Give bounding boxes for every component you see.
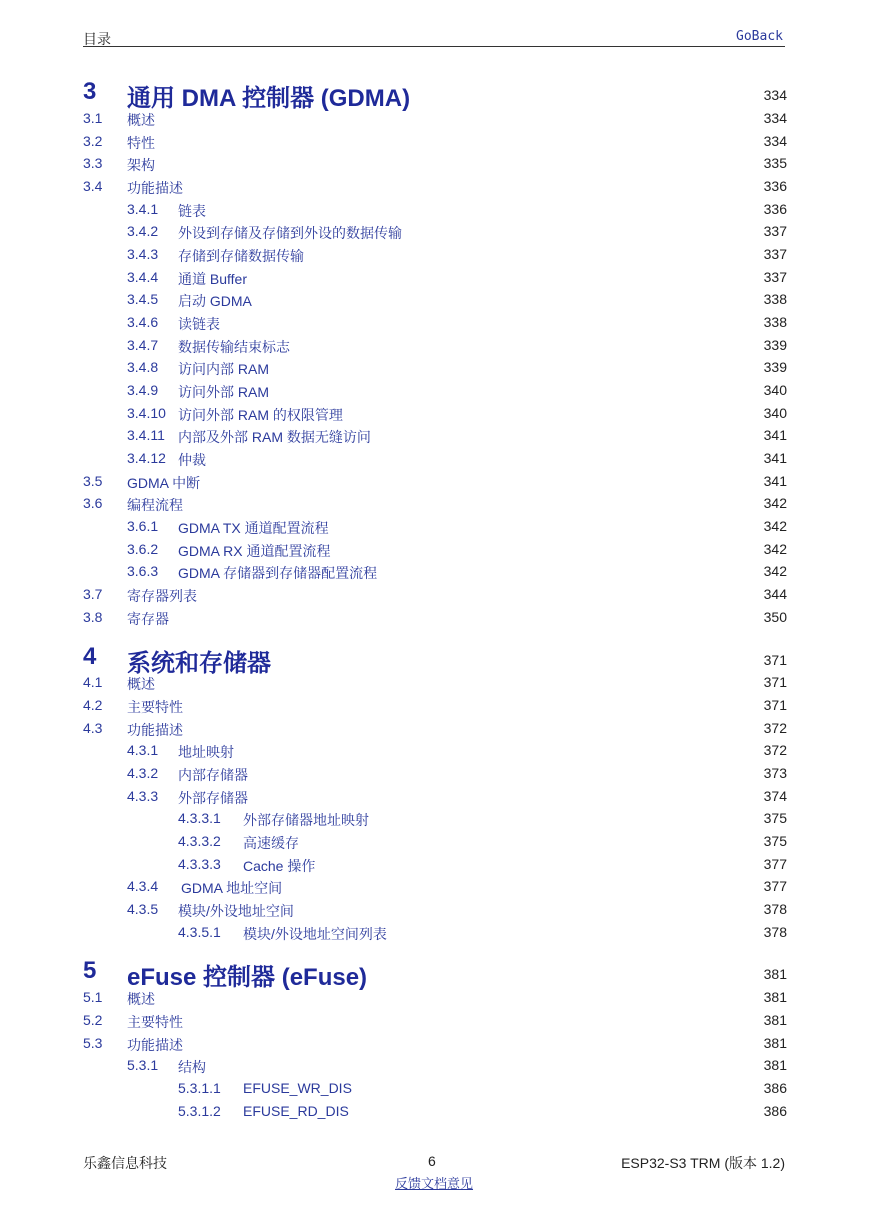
entry-title: 主要特性 <box>127 1014 183 1030</box>
toc-entry-5-3-1-1[interactable] <box>83 1080 788 1100</box>
page-number: 375 <box>763 833 787 849</box>
chapter-number: 4 <box>83 643 97 670</box>
entry-title: GDMA RX 通道配置流程 <box>178 543 331 559</box>
entry-number: 3.6.1 <box>127 518 159 534</box>
entry-title: 概述 <box>127 112 155 128</box>
entry-number: 3.4 <box>83 178 103 194</box>
entry-number: 4.3.5 <box>127 901 159 917</box>
page-number: 334 <box>763 133 787 149</box>
entry-title: 高速缓存 <box>243 835 299 851</box>
toc-entry-4-1[interactable] <box>83 674 788 694</box>
toc-entry-3-4-10[interactable] <box>83 405 788 425</box>
toc-entry-5-3-1[interactable] <box>83 1057 788 1077</box>
page-number: 342 <box>763 563 787 579</box>
entry-number: 3.4.9 <box>127 382 159 398</box>
toc-entry-4-3-3-1[interactable] <box>83 810 788 830</box>
entry-number: 3.6.3 <box>127 563 159 579</box>
page-number: 381 <box>763 989 787 1005</box>
entry-title: 功能描述 <box>127 1037 183 1053</box>
page-number: 339 <box>763 337 787 353</box>
entry-title: Cache 操作 <box>243 858 316 874</box>
entry-title: EFUSE_WR_DIS <box>243 1080 352 1096</box>
toc-entry-3-4-3[interactable] <box>83 246 788 266</box>
entry-number: 3.4.8 <box>127 359 159 375</box>
toc-entry-4-2[interactable] <box>83 697 788 717</box>
entry-number: 4.3.3.2 <box>178 833 221 849</box>
page-number: 386 <box>763 1080 787 1096</box>
toc-entry-3-4-8[interactable] <box>83 359 788 379</box>
entry-number: 3.5 <box>83 473 103 489</box>
toc-chapter-5[interactable] <box>83 957 788 991</box>
chapter-number: 3 <box>83 78 97 105</box>
toc-entry-4-3-3-2[interactable] <box>83 833 788 853</box>
toc-entry-3-4-12[interactable] <box>83 450 788 470</box>
entry-title: GDMA 地址空间 <box>181 880 283 896</box>
chapter-title: 系统和存储器 <box>127 650 271 677</box>
toc-entry-5-3-1-2[interactable] <box>83 1103 788 1123</box>
page-number: 339 <box>763 359 787 375</box>
entry-number: 3.4.5 <box>127 291 159 307</box>
toc-entry-3-4-5[interactable] <box>83 291 788 311</box>
entry-number: 3.6.2 <box>127 541 159 557</box>
entry-number: 3.2 <box>83 133 103 149</box>
toc-entry-3-4-7[interactable] <box>83 337 788 357</box>
entry-number: 5.3 <box>83 1035 103 1051</box>
toc-entry-3-6[interactable] <box>83 495 788 515</box>
page-number: 374 <box>763 788 787 804</box>
entry-number: 4.3.3 <box>127 788 159 804</box>
toc-entry-3-4-11[interactable] <box>83 427 788 447</box>
toc-entry-4-3[interactable] <box>83 720 788 740</box>
entry-title: 架构 <box>127 157 155 173</box>
entry-number: 3.7 <box>83 586 103 602</box>
page-number: 377 <box>763 878 787 894</box>
toc-entry-3-1[interactable] <box>83 110 788 130</box>
entry-title: 内部存储器 <box>178 767 248 783</box>
entry-number: 3.4.10 <box>127 405 166 421</box>
entry-title: 访问外部 RAM 的权限管理 <box>178 407 343 423</box>
page-number: 337 <box>763 269 787 285</box>
entry-title: 功能描述 <box>127 180 183 196</box>
footer-page-number: 6 <box>428 1153 436 1169</box>
page-number: 381 <box>763 1035 787 1051</box>
entry-number: 4.3.1 <box>127 742 159 758</box>
entry-title: 寄存器 <box>127 611 169 627</box>
page-number: 386 <box>763 1103 787 1119</box>
toc-entry-4-3-3[interactable] <box>83 788 788 808</box>
page-number: 342 <box>763 541 787 557</box>
entry-title: 外部存储器 <box>178 790 248 806</box>
entry-title: 寄存器列表 <box>127 588 197 604</box>
page-number: 334 <box>763 87 787 103</box>
page-number: 371 <box>763 652 787 668</box>
entry-number: 5.3.1.2 <box>178 1103 221 1119</box>
entry-number: 4.1 <box>83 674 103 690</box>
entry-number: 5.1 <box>83 989 103 1005</box>
entry-number: 5.3.1 <box>127 1057 159 1073</box>
page-number: 371 <box>763 697 787 713</box>
toc-entry-4-3-1[interactable] <box>83 742 788 762</box>
entry-title: 访问内部 RAM <box>178 361 269 377</box>
toc-chapter-3[interactable] <box>83 78 788 112</box>
entry-number: 3.4.2 <box>127 223 159 239</box>
toc-entry-4-3-2[interactable] <box>83 765 788 785</box>
page-number: 335 <box>763 155 787 171</box>
entry-number: 4.3.3.3 <box>178 856 221 872</box>
toc-entry-3-6-1[interactable] <box>83 518 788 538</box>
toc-entry-3-2[interactable] <box>83 133 788 153</box>
page-number: 378 <box>763 901 787 917</box>
page-number: 372 <box>763 742 787 758</box>
page-header <box>83 26 785 47</box>
entry-number: 3.4.6 <box>127 314 159 330</box>
toc-entry-3-4-1[interactable] <box>83 201 788 221</box>
toc-entry-3-4-6[interactable] <box>83 314 788 334</box>
entry-title: GDMA TX 通道配置流程 <box>178 520 329 536</box>
toc-entry-4-3-3-3[interactable] <box>83 856 788 876</box>
entry-title: 数据传输结束标志 <box>178 339 290 355</box>
entry-number: 3.8 <box>83 609 103 625</box>
page-number: 341 <box>763 427 787 443</box>
toc-entry-3-4-4[interactable] <box>83 269 788 289</box>
page-number: 372 <box>763 720 787 736</box>
page-number: 341 <box>763 473 787 489</box>
page-number: 381 <box>763 966 787 982</box>
entry-number: 3.4.1 <box>127 201 159 217</box>
page-number: 338 <box>763 314 787 330</box>
toc-entry-5-3[interactable] <box>83 1035 788 1055</box>
entry-title: 启动 GDMA <box>178 293 252 309</box>
chapter-title: eFuse 控制器 (eFuse) <box>127 964 368 991</box>
entry-number: 4.3.5.1 <box>178 924 221 940</box>
toc-entry-3-3[interactable] <box>83 155 788 175</box>
entry-title: 存储到存储数据传输 <box>178 248 304 264</box>
toc-entry-4-3-5[interactable] <box>83 901 788 921</box>
entry-number: 3.6 <box>83 495 103 511</box>
page-number: 350 <box>763 609 787 625</box>
entry-title: 结构 <box>178 1059 206 1075</box>
toc-entry-5-2[interactable] <box>83 1012 788 1032</box>
entry-title: 概述 <box>127 991 155 1007</box>
chapter-number: 5 <box>83 957 97 984</box>
entry-title: 仲裁 <box>178 452 206 468</box>
entry-number: 3.4.3 <box>127 246 159 262</box>
entry-title: 模块/外设地址空间列表 <box>243 926 387 942</box>
entry-title: 概述 <box>127 676 155 692</box>
page-number: 375 <box>763 810 787 826</box>
entry-title: 功能描述 <box>127 722 183 738</box>
entry-title: 编程流程 <box>127 497 183 513</box>
entry-title: 外部存储器地址映射 <box>243 812 369 828</box>
toc-chapter-4[interactable] <box>83 643 788 677</box>
page-number: 341 <box>763 450 787 466</box>
entry-title: 模块/外设地址空间 <box>178 903 294 919</box>
entry-number: 3.4.12 <box>127 450 166 466</box>
entry-title: 特性 <box>127 135 155 151</box>
page-number: 338 <box>763 291 787 307</box>
goback-link[interactable]: GoBack <box>736 29 783 44</box>
page-number: 336 <box>763 178 787 194</box>
toc-entry-3-4-2[interactable] <box>83 223 788 243</box>
page-number: 378 <box>763 924 787 940</box>
page-number: 334 <box>763 110 787 126</box>
page-number: 340 <box>763 405 787 421</box>
toc-entry-3-6-2[interactable] <box>83 541 788 561</box>
toc-entry-3-8[interactable] <box>83 609 788 629</box>
toc-entry-3-4[interactable] <box>83 178 788 198</box>
entry-title: 通道 Buffer <box>178 271 247 287</box>
entry-title: 地址映射 <box>178 744 234 760</box>
entry-number: 3.3 <box>83 155 103 171</box>
page-number: 342 <box>763 518 787 534</box>
toc-entry-5-1[interactable] <box>83 989 788 1009</box>
toc-entry-3-6-3[interactable] <box>83 563 788 583</box>
entry-number: 4.2 <box>83 697 103 713</box>
entry-title: GDMA 中断 <box>127 475 201 491</box>
entry-number: 4.3.4 <box>127 878 159 894</box>
page-number: 344 <box>763 586 787 602</box>
entry-title: GDMA 存储器到存储器配置流程 <box>178 565 378 581</box>
page-number: 337 <box>763 246 787 262</box>
page-number: 342 <box>763 495 787 511</box>
page-number: 381 <box>763 1057 787 1073</box>
feedback-link[interactable]: 反馈文档意见 <box>395 1176 474 1191</box>
entry-title: 读链表 <box>178 316 220 332</box>
entry-title: 链表 <box>178 203 206 219</box>
toc-entry-3-4-9[interactable] <box>83 382 788 402</box>
page-number: 336 <box>763 201 787 217</box>
entry-number: 4.3.3.1 <box>178 810 221 826</box>
entry-title: 主要特性 <box>127 699 183 715</box>
header-title: 目录 <box>83 31 111 47</box>
entry-number: 5.3.1.1 <box>178 1080 221 1096</box>
entry-number: 3.4.4 <box>127 269 159 285</box>
entry-number: 3.4.11 <box>127 427 165 443</box>
entry-number: 3.4.7 <box>127 337 159 353</box>
entry-title: 访问外部 RAM <box>178 384 269 400</box>
entry-title: 内部及外部 RAM 数据无缝访问 <box>178 429 371 445</box>
page-number: 381 <box>763 1012 787 1028</box>
entry-number: 3.1 <box>83 110 103 126</box>
footer-doc-version: ESP32-S3 TRM (版本 1.2) <box>621 1155 785 1171</box>
entry-title: EFUSE_RD_DIS <box>243 1103 349 1119</box>
chapter-title: 通用 DMA 控制器 (GDMA) <box>127 85 411 112</box>
toc-entry-4-3-5-1[interactable] <box>83 924 788 944</box>
toc-entry-3-7[interactable] <box>83 586 788 606</box>
page-number: 340 <box>763 382 787 398</box>
toc-entry-4-3-4[interactable] <box>83 878 788 898</box>
entry-title: 外设到存储及存储到外设的数据传输 <box>178 225 402 241</box>
entry-number: 5.2 <box>83 1012 103 1028</box>
page-number: 377 <box>763 856 787 872</box>
toc-entry-3-5[interactable] <box>83 473 788 493</box>
entry-number: 4.3 <box>83 720 103 736</box>
page-number: 337 <box>763 223 787 239</box>
page-number: 373 <box>763 765 787 781</box>
page-number: 371 <box>763 674 787 690</box>
footer-company: 乐鑫信息科技 <box>83 1155 167 1171</box>
entry-number: 4.3.2 <box>127 765 159 781</box>
